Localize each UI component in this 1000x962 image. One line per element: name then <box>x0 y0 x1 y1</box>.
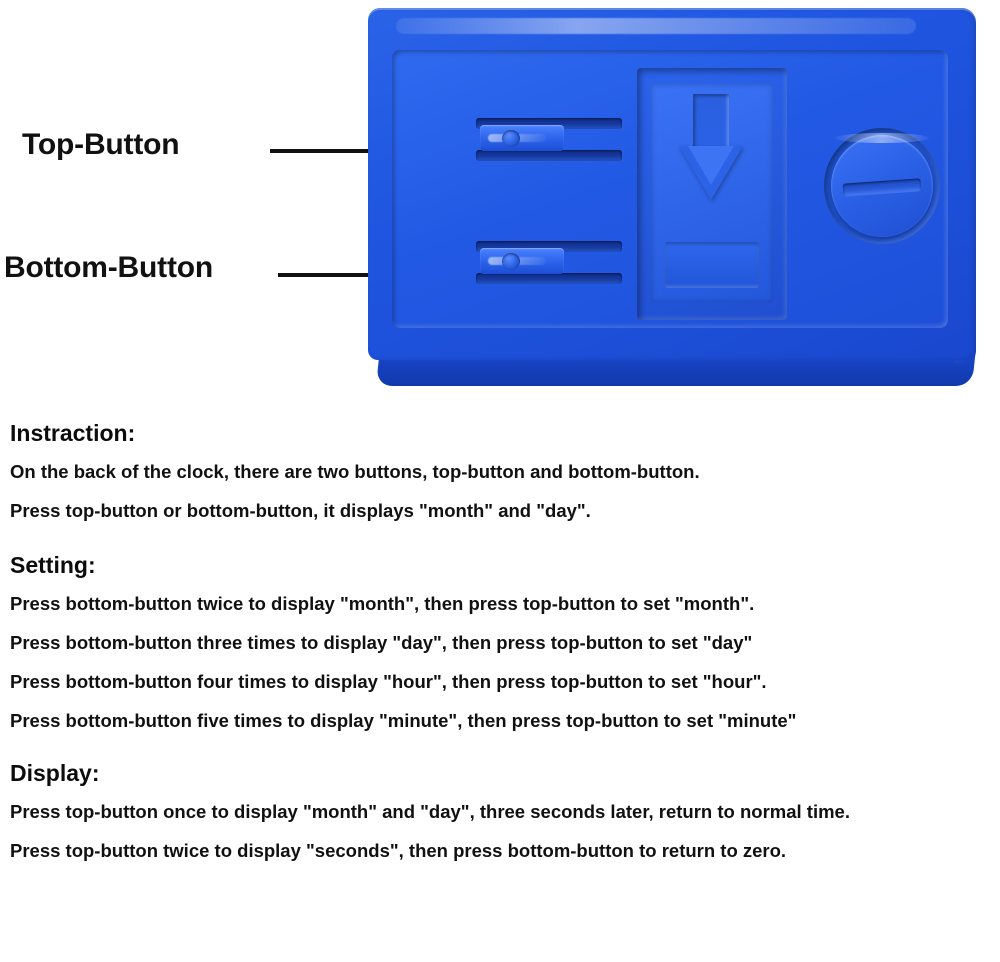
bottom-button-plate[interactable] <box>480 248 564 274</box>
adjustment-knob[interactable] <box>831 135 933 237</box>
callout-label-bottom-button: Bottom-Button <box>4 251 213 284</box>
bottom-button[interactable] <box>476 235 622 291</box>
top-button[interactable] <box>476 112 622 168</box>
instraction-line-1: On the back of the clock, there are two buttons, top-button and bottom-button. <box>10 461 700 482</box>
device-body <box>368 8 976 360</box>
screwdriver-slot-icon <box>843 178 922 196</box>
top-button-plate[interactable] <box>480 125 564 151</box>
section-heading-instraction: Instraction: <box>10 420 136 446</box>
setting-line-1: Press bottom-button twice to display "month", then press top-button to set "month". <box>10 593 755 615</box>
top-button-screw-icon <box>502 130 520 147</box>
battery-compartment-recess <box>651 84 773 302</box>
setting-line-2: Press bottom-button three times to display "day", then press top-button to set "day" <box>10 632 753 654</box>
section-heading-setting: Setting: <box>10 552 96 579</box>
battery-compartment-ridge <box>665 242 759 288</box>
adjustment-knob-recess <box>824 128 940 244</box>
device-inner-panel <box>392 50 948 328</box>
clock-back-panel <box>368 8 978 388</box>
product-illustration <box>0 0 1000 408</box>
arrow-down-icon <box>679 94 743 204</box>
instructions-text-block <box>0 408 1000 871</box>
device-highlight <box>396 18 916 34</box>
top-button-slot-lower <box>476 150 622 161</box>
bottom-button-slot-lower <box>476 273 622 284</box>
instraction-line-2: Press top-button or bottom-button, it displays "month" and "day". <box>10 499 591 521</box>
setting-line-4: Press bottom-button five times to display "minute", then press top-button to set "minute" <box>10 709 797 731</box>
callout-label-top-button: Top-Button <box>22 128 180 161</box>
setting-line-3: Press bottom-button four times to display "hour", then press top-button to set "hour". <box>10 670 767 692</box>
display-line-1: Press top-button once to display "month" and "day", three seconds later, return to normal time. <box>10 801 850 823</box>
display-line-2: Press top-button twice to display "seconds", then press bottom-button to return to zero. <box>10 840 787 862</box>
battery-compartment[interactable] <box>637 68 787 320</box>
bottom-button-screw-icon <box>502 253 520 270</box>
section-heading-display: Display: <box>10 760 100 787</box>
